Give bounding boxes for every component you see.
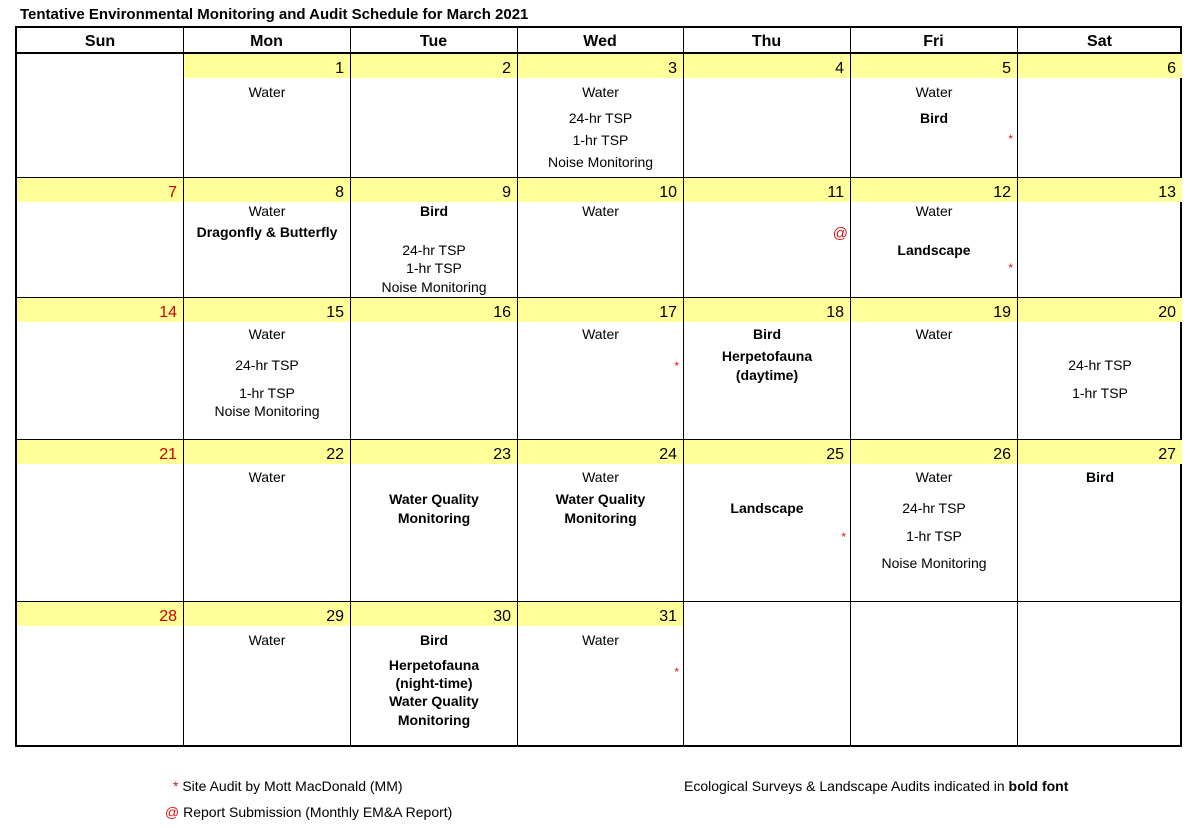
legend-report xyxy=(165,804,452,820)
date-number: 11 xyxy=(684,178,850,202)
day-cell-14 xyxy=(17,298,183,439)
schedule-event: Monitoring xyxy=(397,510,471,526)
day-cell-3 xyxy=(518,54,683,176)
date-number: 19 xyxy=(851,298,1017,322)
schedule-event: 1-hr TSP xyxy=(906,528,962,544)
day-cell-25 xyxy=(684,440,850,601)
day-cell-28 xyxy=(17,602,183,748)
date-number: 4 xyxy=(684,54,850,78)
schedule-event: 24-hr TSP xyxy=(402,242,466,258)
day-cell-23 xyxy=(351,440,517,601)
day-cell-16 xyxy=(351,298,517,439)
date-number: 18 xyxy=(684,298,850,322)
calendar-grid xyxy=(15,26,1182,747)
schedule-event: Herpetofauna xyxy=(388,657,480,673)
site-audit-marker: * xyxy=(841,530,846,544)
day-cell-27 xyxy=(1018,440,1182,601)
schedule-event: Water xyxy=(915,84,953,100)
schedule-event: Monitoring xyxy=(397,712,471,728)
day-cell-29 xyxy=(184,602,350,748)
schedule-event: Water xyxy=(582,632,619,648)
date-number: 28 xyxy=(17,602,183,626)
weekday-sat: Sat xyxy=(1087,33,1112,50)
day-cell-26 xyxy=(851,440,1017,601)
weekday-wed: Wed xyxy=(583,33,617,50)
schedule-event: Water xyxy=(915,469,953,485)
day-cell-5 xyxy=(851,54,1017,176)
schedule-event: Water xyxy=(248,203,286,219)
schedule-event: Bird xyxy=(1086,469,1114,485)
day-cell-7 xyxy=(17,178,183,297)
legend-report-text: Report Submission (Monthly EM&A Report) xyxy=(183,804,453,820)
date-number: 6 xyxy=(1018,54,1182,78)
day-cell-21 xyxy=(17,440,183,601)
schedule-event: Herpetofauna xyxy=(721,348,813,364)
schedule-event: Noise Monitoring xyxy=(214,403,320,419)
legend-ecology xyxy=(684,778,1068,794)
date-number: 24 xyxy=(518,440,683,464)
date-number: 25 xyxy=(684,440,850,464)
schedule-event: 1-hr TSP xyxy=(406,260,462,276)
schedule-event: (daytime) xyxy=(735,367,799,383)
page-title: Tentative Environmental Monitoring and Audit Schedule for March 2021 xyxy=(20,6,529,23)
schedule-event: Water xyxy=(248,469,286,485)
legend-audit-text: Site Audit by Mott MacDonald (MM) xyxy=(182,778,403,794)
date-number: 30 xyxy=(351,602,517,626)
site-audit-marker: * xyxy=(674,359,679,373)
day-cell-19 xyxy=(851,298,1017,439)
schedule-event: Water xyxy=(582,84,619,100)
date-number: 10 xyxy=(518,178,683,202)
schedule-event: Landscape xyxy=(897,242,971,258)
legend-ecology-bold: bold font xyxy=(1008,778,1069,794)
schedule-event: Water xyxy=(248,326,286,342)
weekday-thu: Thu xyxy=(751,33,782,50)
day-cell-30 xyxy=(351,602,517,748)
legend-ecology-text: Ecological Surveys & Landscape Audits indicated in xyxy=(684,778,1009,794)
schedule-event: Landscape xyxy=(730,500,804,516)
weekday-tue: Tue xyxy=(419,33,448,50)
date-number: 2 xyxy=(351,54,517,78)
date-number: 26 xyxy=(851,440,1017,464)
date-number: 31 xyxy=(518,602,683,626)
schedule-event: Monitoring xyxy=(564,510,637,526)
schedule-event: Bird xyxy=(420,203,448,219)
schedule-event: Noise Monitoring xyxy=(881,555,987,571)
schedule-event: 24-hr TSP xyxy=(902,500,966,516)
schedule-event: 24-hr TSP xyxy=(235,357,299,373)
schedule-event: Bird xyxy=(753,326,781,342)
date-number: 1 xyxy=(184,54,350,78)
day-cell-17 xyxy=(518,298,683,439)
schedule-event: Water xyxy=(582,469,619,485)
date-number: 7 xyxy=(17,178,183,202)
schedule-event: Water xyxy=(582,203,619,219)
schedule-event: Water xyxy=(248,632,286,648)
date-number: 3 xyxy=(518,54,683,78)
day-cell-1 xyxy=(184,54,350,176)
schedule-event: 1-hr TSP xyxy=(572,132,629,148)
schedule-event: Water xyxy=(582,326,619,342)
schedule-event: 1-hr TSP xyxy=(239,385,295,401)
schedule-event: 24-hr TSP xyxy=(568,110,633,126)
day-cell-12 xyxy=(851,178,1017,297)
day-cell-22 xyxy=(184,440,350,601)
schedule-event: Water xyxy=(248,84,286,100)
date-number: 9 xyxy=(351,178,517,202)
date-number: 20 xyxy=(1018,298,1182,322)
date-number: 29 xyxy=(184,602,350,626)
day-cell-31 xyxy=(518,602,683,748)
day-cell-4 xyxy=(684,54,850,176)
weekday-mon: Mon xyxy=(250,33,283,50)
audit-marker-symbol: * xyxy=(173,778,179,794)
date-number: 8 xyxy=(184,178,350,202)
schedule-event: Bird xyxy=(420,632,448,648)
schedule-event: Water Quality xyxy=(389,491,479,507)
date-number: 22 xyxy=(184,440,350,464)
day-cell-11 xyxy=(684,178,850,297)
schedule-event: 24-hr TSP xyxy=(1068,357,1132,373)
site-audit-marker: * xyxy=(1008,132,1013,146)
report-marker-symbol: @ xyxy=(165,804,180,820)
legend-audit xyxy=(173,778,403,794)
schedule-event: (night-time) xyxy=(395,675,473,691)
day-cell-6 xyxy=(1018,54,1182,176)
day-cell-13 xyxy=(1018,178,1182,297)
schedule-event: Water Quality xyxy=(555,491,646,507)
schedule-event: Dragonfly & Butterfly xyxy=(196,224,338,240)
date-number: 15 xyxy=(184,298,350,322)
schedule-event: Bird xyxy=(920,110,948,126)
weekday-sun: Sun xyxy=(84,33,116,50)
day-cell-15 xyxy=(184,298,350,439)
schedule-event: Water xyxy=(915,203,953,219)
date-number: 17 xyxy=(518,298,683,322)
day-cell-8 xyxy=(184,178,350,297)
schedule-event: 1-hr TSP xyxy=(1072,385,1128,401)
site-audit-marker: * xyxy=(1008,261,1013,275)
day-cell-9 xyxy=(351,178,517,297)
day-cell-20 xyxy=(1018,298,1182,439)
day-cell-18 xyxy=(684,298,850,439)
schedule-event: Water xyxy=(915,326,953,342)
date-number: 23 xyxy=(351,440,517,464)
schedule-event: Water Quality xyxy=(389,693,479,709)
schedule-event: Noise Monitoring xyxy=(547,154,654,170)
day-cell-10 xyxy=(518,178,683,297)
report-submission-marker: @ xyxy=(832,225,848,242)
date-number: 12 xyxy=(851,178,1017,202)
date-number: 21 xyxy=(17,440,183,464)
weekday-header-row xyxy=(17,28,1180,54)
day-cell-2 xyxy=(351,54,517,176)
site-audit-marker: * xyxy=(674,665,679,679)
weekday-fri: Fri xyxy=(923,33,944,50)
date-number: 13 xyxy=(1018,178,1182,202)
day-cell-24 xyxy=(518,440,683,601)
date-number: 14 xyxy=(17,298,183,322)
schedule-event: Noise Monitoring xyxy=(381,279,487,295)
date-number: 16 xyxy=(351,298,517,322)
date-number: 27 xyxy=(1018,440,1182,464)
date-number: 5 xyxy=(851,54,1017,78)
